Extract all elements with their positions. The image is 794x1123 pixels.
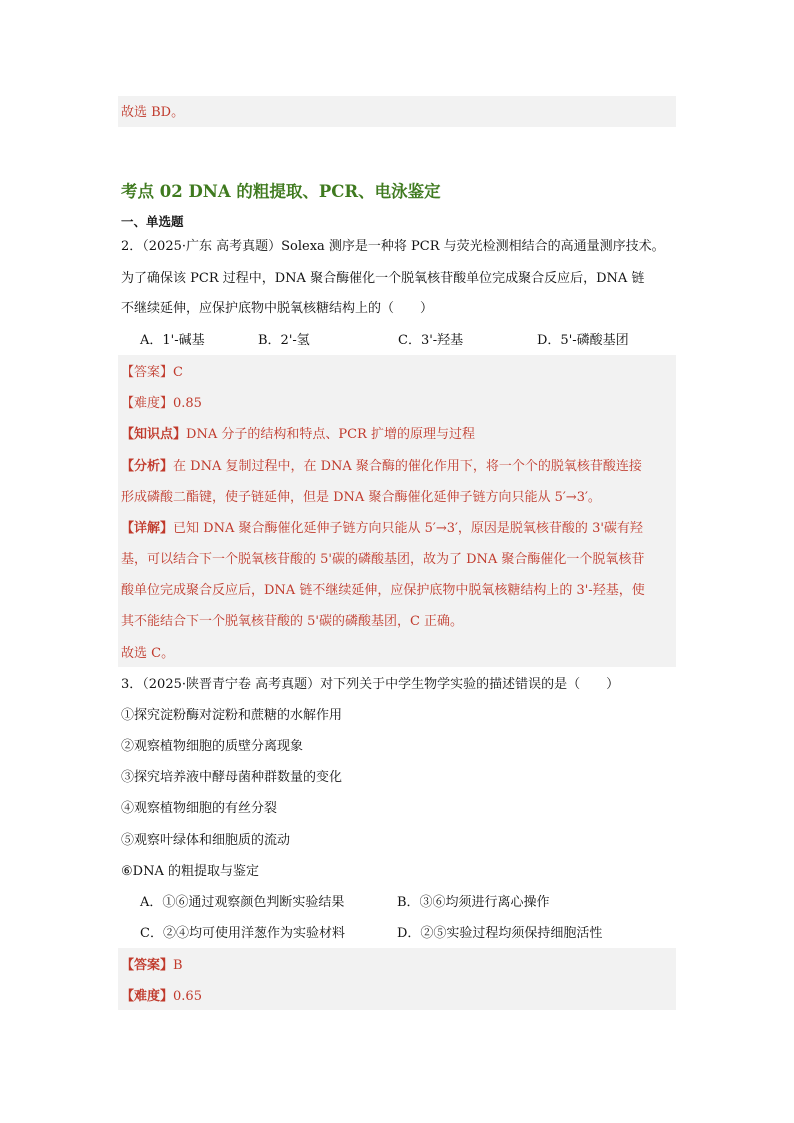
q2-detail-line-2: 基，可以结合下一个脱氧核苷酸的 5'碳的磷酸基团，故为了 DNA 聚合酶催化一个脱氧核苷 <box>121 552 645 567</box>
q3-stem: 3．（2025·陕晋青宁卷 高考真题）对下列关于中学生物学实验的描述错误的是（ ） <box>121 677 620 692</box>
q2-analysis-line-1 <box>121 458 642 476</box>
q2-detail-label: 【详解】 <box>121 521 174 536</box>
q3-option-b: B．③⑥均须进行离心操作 <box>397 895 550 910</box>
q2-analysis-line-2: 形成磷酸二酯键，使子链延伸，但是 DNA 聚合酶催化延伸子链方向只能从 5′→3′。 <box>121 490 601 505</box>
q2-answer: 【答案】C <box>121 365 183 380</box>
q2-detail-text-1: 已知 DNA 聚合酶催化延伸子链方向只能从 5′→3′，原因是脱氧核苷酸的 3'碳有羟 <box>173 521 643 536</box>
q2-detail-line-3: 酸单位完成聚合反应后，DNA 链不继续延伸，应保护底物中脱氧核糖结构上的 3'-羟基，使 <box>121 583 645 598</box>
q3-difficulty-label: 【难度】 <box>121 989 174 1004</box>
q2-stem-line-2: 为了确保该 PCR 过程中，DNA 聚合酶催化一个脱氧核苷酸单位完成聚合反应后，DNA 链 <box>121 271 645 286</box>
q2-option-d: D．5'-磷酸基团 <box>537 333 629 348</box>
q2-conclusion: 故选 C。 <box>121 646 175 661</box>
q3-answer-value: B <box>173 958 183 973</box>
q2-analysis-label: 【分析】 <box>121 459 174 474</box>
section-title: 考点 02 DNA 的粗提取、PCR、电泳鉴定 <box>121 182 441 201</box>
q3-option-d: D．②⑤实验过程均须保持细胞活性 <box>397 926 603 941</box>
previous-answer-block <box>118 96 676 127</box>
q2-option-c: C．3'-羟基 <box>398 333 464 348</box>
q3-option-a: A．①⑥通过观察颜色判断实验结果 <box>140 895 345 910</box>
previous-conclusion: 故选 BD。 <box>121 105 185 120</box>
q2-detail-line-1 <box>121 520 643 538</box>
q2-stem-line-3: 不继续延伸，应保护底物中脱氧核糖结构上的（ ） <box>121 301 434 316</box>
q2-stem-line-1: 2．（2025·广东 高考真题）Solexa 测序是一种将 PCR 与荧光检测相结合的高通量测序技术。 <box>121 239 665 254</box>
q2-difficulty: 【难度】0.85 <box>121 396 202 411</box>
q3-difficulty <box>121 988 202 1006</box>
q3-answer-label: 【答案】 <box>121 958 174 973</box>
q3-item-4: ④观察植物细胞的有丝分裂 <box>121 801 278 816</box>
q2-analysis-text-1: 在 DNA 复制过程中，在 DNA 聚合酶的催化作用下，将一个个的脱氧核苷酸连接 <box>173 459 642 474</box>
section-subtitle: 一、单选题 <box>121 214 184 229</box>
q2-option-a: A．1'-碱基 <box>140 333 205 348</box>
q2-knowledge-point <box>121 426 475 444</box>
q2-option-b: B．2'-氢 <box>258 333 310 348</box>
q2-detail-line-4: 其不能结合下一个脱氧核苷酸的 5'碳的磷酸基团，C 正确。 <box>121 614 464 629</box>
q2-knowledge-label: 【知识点】 <box>121 427 187 442</box>
q3-difficulty-value: 0.65 <box>173 989 202 1004</box>
q3-item-3: ③探究培养液中酵母菌种群数量的变化 <box>121 770 343 785</box>
q2-knowledge-text: DNA 分子的结构和特点、PCR 扩增的原理与过程 <box>186 427 475 442</box>
q3-item-6: ⑥DNA 的粗提取与鉴定 <box>121 864 259 879</box>
q3-item-5: ⑤观察叶绿体和细胞质的流动 <box>121 833 291 848</box>
q3-option-c: C．②④均可使用洋葱作为实验材料 <box>140 926 345 941</box>
q3-item-1: ①探究淀粉酶对淀粉和蔗糖的水解作用 <box>121 708 343 723</box>
q3-answer <box>121 957 183 975</box>
q3-item-2: ②观察植物细胞的质壁分离现象 <box>121 739 304 754</box>
